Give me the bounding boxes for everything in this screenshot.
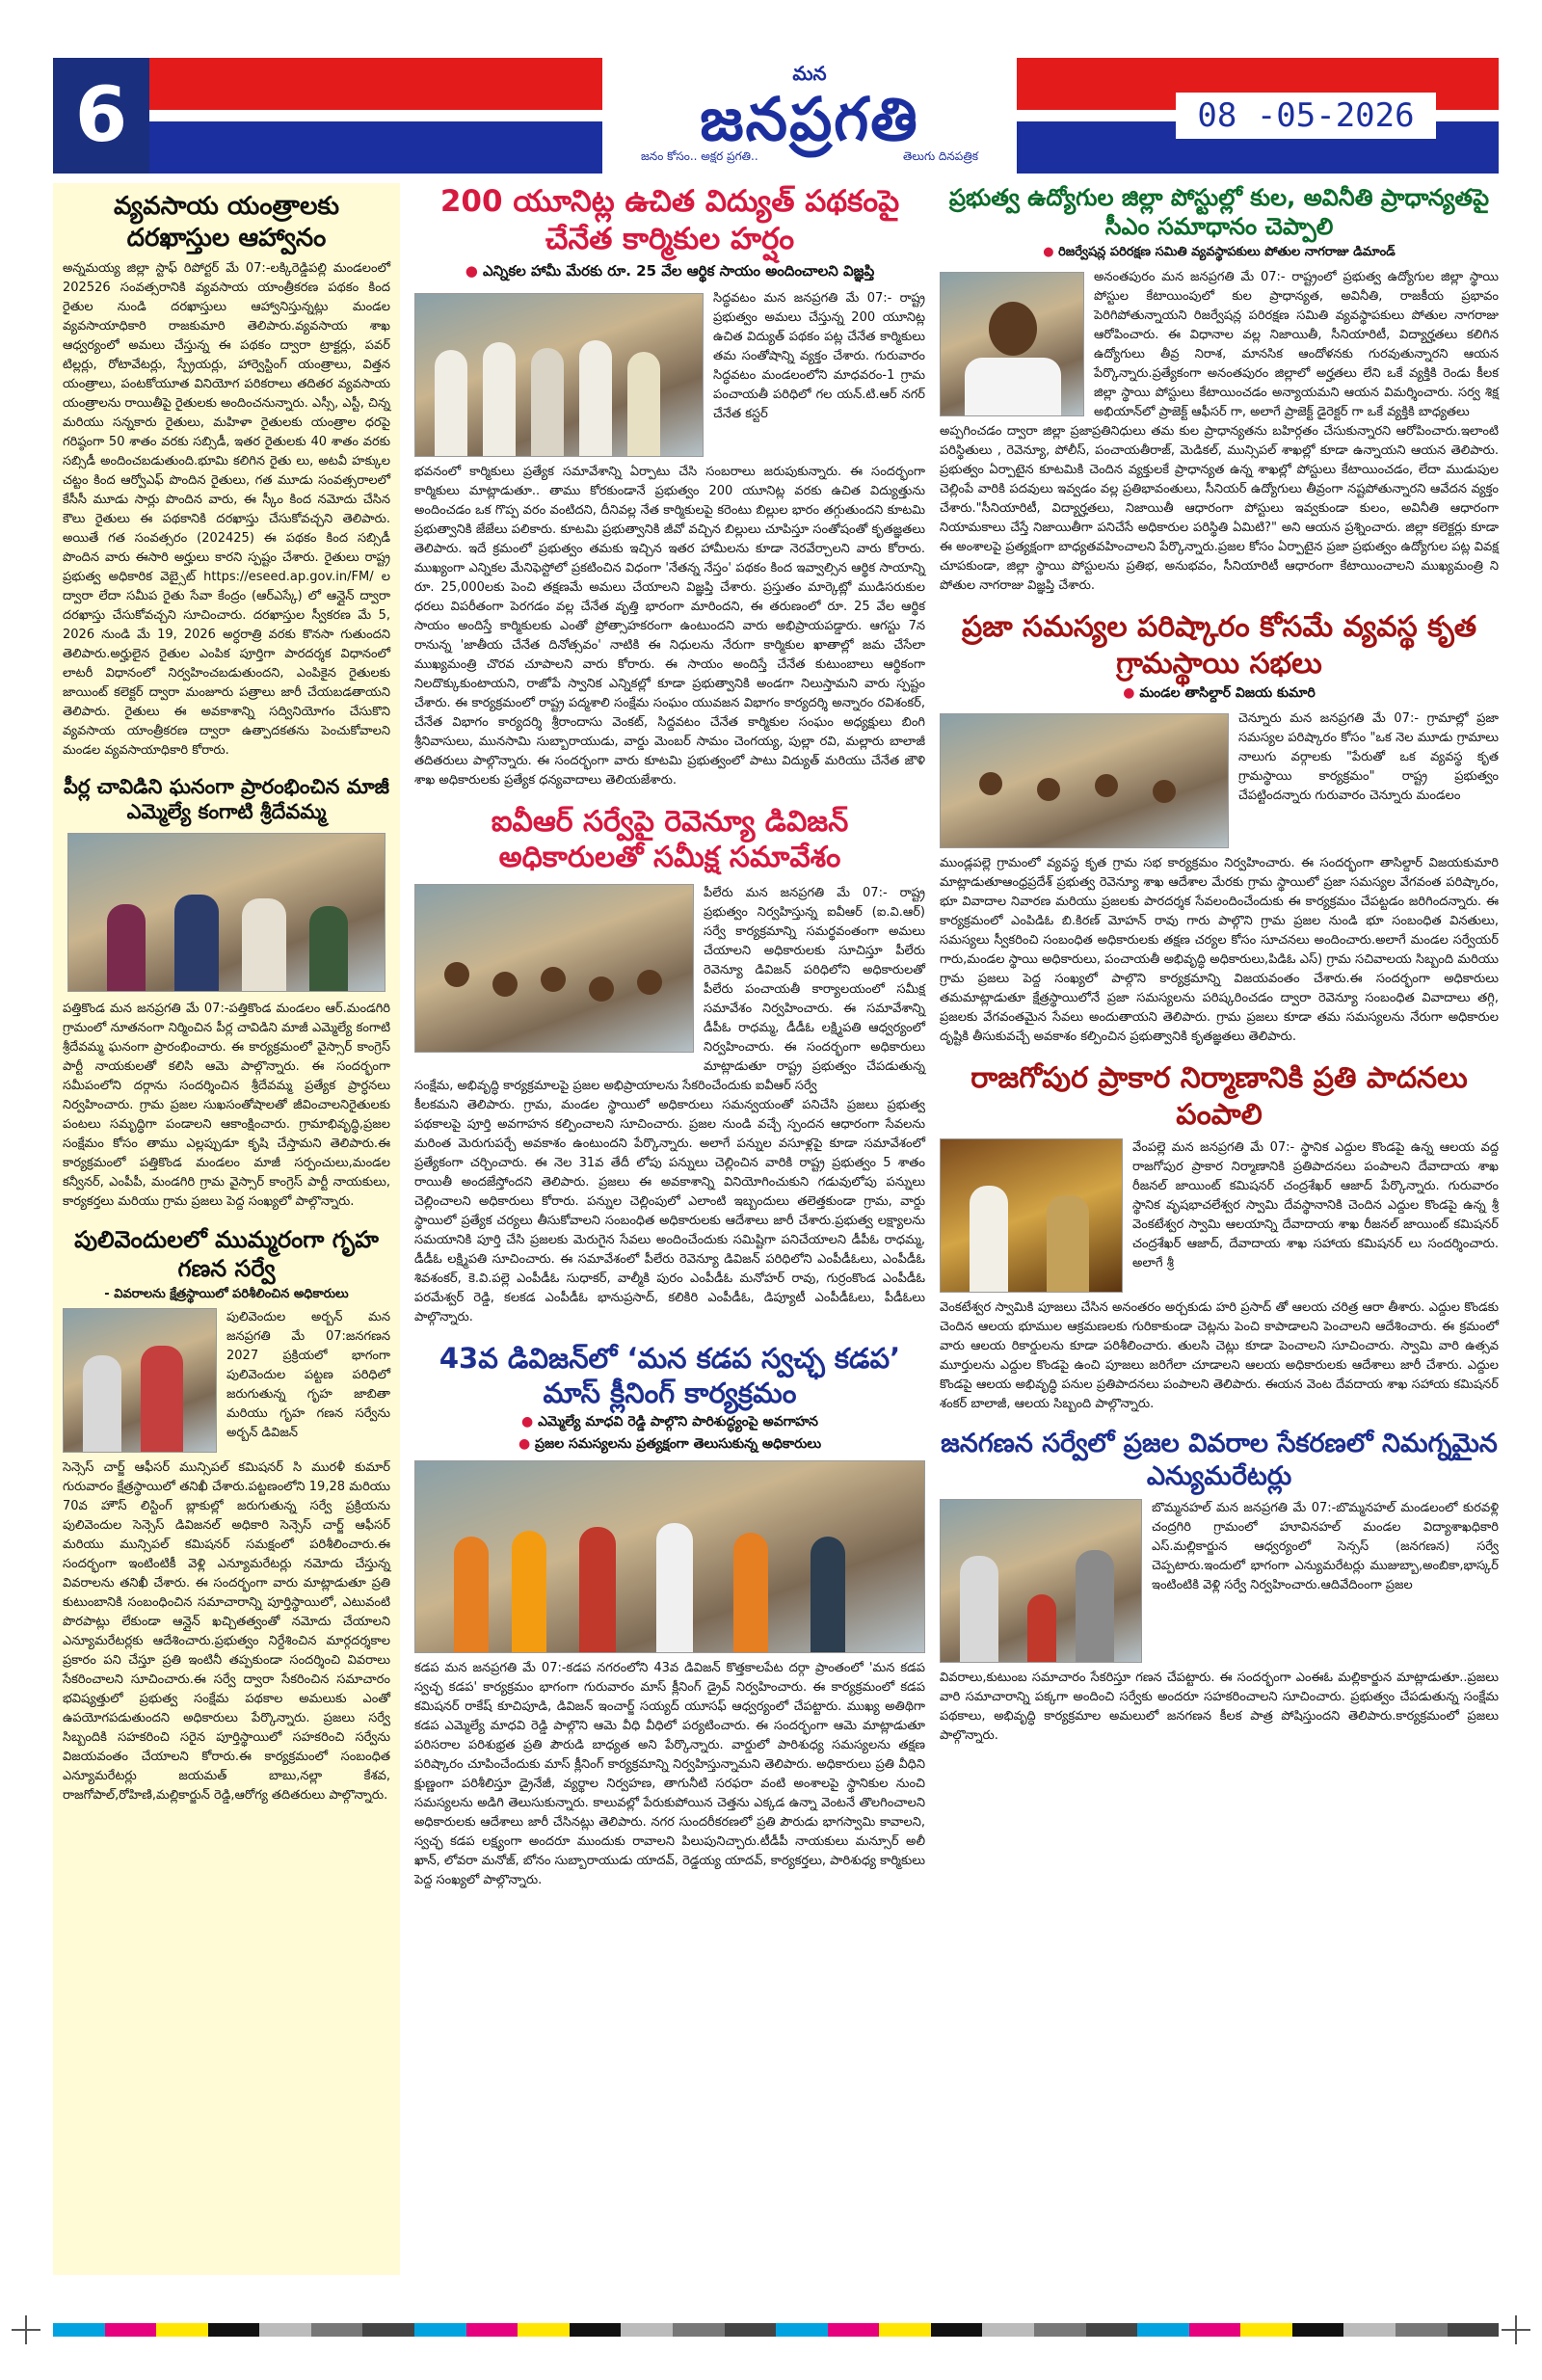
grama-sabha-photo [940, 713, 1229, 848]
cleaning-drive-photo [414, 1460, 925, 1653]
article-census-enumerators [940, 1428, 1499, 1746]
headline: 43వ డివిజన్‌లో ‘మన కడప స్వచ్ఛ కడప’ మాస్ క్లీనింగ్ కార్యక్రమం [439, 1341, 901, 1409]
newspaper-logo [602, 58, 1017, 174]
subheadline: ● ఎన్నికల హామీ మేరకు రూ. 25 వేల ఆర్థిక సాయం అందించాలని విజ్ఞప్తి [465, 261, 875, 280]
article-peerla-chavidi [63, 774, 390, 1212]
article-body: భవనంలో కార్మికులు ప్రత్యేక సమావేశాన్ని ఏర్పాటు చేసి సంబరాలు జరుపుకున్నారు. ఈ సందర్భంగా కార్మికులు మాట్లాడుతూ.. తాము కోరకుండానే ప్రభుత్వం 200 యూనిట్ల వరకు ఉచిత విద్యుత్తును అందించడం ఒక గొప్ప వరం వంటిదని, దీనివల్ల నేత కార్మికులపై కరెంటు బిల్లుల భారం తగ్గుతుందని కూటమి ప్రభుత్వానికి జేజేలు పలికారు. కూటమి ప్రభుత్వానికి జీవో వచ్చిన బిల్లులు చూపిస్తూ సంతోషంతో కృతజ్ఞతలు తెలిపారు. ఇదే క్రమంలో ప్రభుత్వం తమకు ఇచ్చిన ఇతర హామీలను కూడా నెరవేర్చాలని వారు కోరారు. ముఖ్యంగా ఎన్నికల మేనిఫెస్టోలో ప్రకటించిన విధంగా 'నేతన్న నేస్తం' పథకం కింద ఇవ్వాల్సిన ఆర్థిక సాయాన్ని రూ. 25,000లకు పెంచి తక్షణమే అమలు చేయాలని విజ్ఞప్తి చేశారు. ప్రస్తుతం మార్కెట్లో ముడిసరుకుల ధరలు విపరీతంగా పెరగడం వల్ల చేనేత వృత్తి భారంగా మారిందని, ఈ తరుణంలో రూ. 25 వేల ఆర్థిక సాయం అందిస్తే కార్మికులకు ఎంతో ప్రోత్సాహకరంగా ఉంటుందని వారు అభిప్రాయపడ్డారు. ఆగస్టు 7న రానున్న 'జాతీయ చేనేత దినోత్సవం' నాటికి ఈ నిధులను నేరుగా కార్మికుల ఖాతాల్లో జమ చేసేలా ముఖ్యమంత్రి చొరవ చూపాలని వారు కోరారు. ఈ సాయం అందిస్తే చేనేత కుటుంబాలు ఆర్థికంగా నిలదొక్కుకుంటాయని, రాజోపే స్వానిక ఎన్నికల్లో కూడా ప్రభుత్వానికి అండగా నిలుస్తామని వారు స్పష్టం చేశారు. ఈ కార్యక్రమంలో రాష్ట్ర పద్మశాలి సంక్షేమ సంఘం యువజన విభాగం కార్యదర్శి అన్నారం రవిశంకర్, చేనేత విభాగం కార్యదర్శి శ్రీరాందాసు వెంకట్, సిద్దవటం చేనేత కార్మికుల సంఘం అధ్యక్షులు బింగి శ్రీనివాసులు, మునసామి సుబ్బారాయుడు, వార్డు మెంబర్ సామం చెంగయ్య, పుల్లా రవి, మల్లారు బాలాజీ తదితరులు పాల్గొన్నారు. ఈ సందర్భంగా వారు కూటమి ప్రభుత్వంలో పాటు విద్యుత్ మరియు చేనేత జౌళి శాఖ అధికారులకు ప్రత్యేక ధన్యవాదాలు తెలియజేశారు. [414, 464, 925, 788]
headline: పులివెందులలో ముమ్మరంగా గృహ గణన సర్వే [74, 1225, 379, 1282]
headline: 200 యూనిట్ల ఉచిత విద్యుత్ పథకంపై చేనేత కార్మికుల హర్షం [439, 184, 900, 256]
masthead-band-left [149, 58, 602, 174]
color-registration-strip [53, 2323, 1499, 2337]
color-swatch [828, 2323, 880, 2337]
headline: పీర్ల చావిడిని ఘనంగా ప్రారంభించిన మాజీ ఎమ్మెల్యే కంగాటి శ్రీదేవమ్మ [63, 775, 390, 824]
subheadline-2: ● ప్రజల సమస్యలను ప్రత్యక్షంగా తెలుసుకున్న అధికారులు [518, 1436, 822, 1452]
color-swatch [1448, 2323, 1500, 2337]
logo-top-text: మన [792, 62, 827, 85]
registration-mark-left [12, 2315, 40, 2344]
weavers-photo [414, 293, 704, 457]
article-rajagopuram [940, 1060, 1499, 1414]
color-swatch [570, 2323, 622, 2337]
color-swatch [208, 2323, 260, 2337]
article-village-sabhas [940, 609, 1499, 1047]
color-swatch [725, 2323, 777, 2337]
left-column [53, 183, 400, 2275]
color-swatch [879, 2323, 931, 2337]
color-swatch [1240, 2323, 1292, 2337]
review-meeting-photo [414, 884, 694, 1053]
headline: ప్రభుత్వ ఉద్యోగుల జిల్లా పోస్టుల్లో కుల, అవినీతి ప్రాధాన్యతపై సీఎం సమాధానం చెప్పాలి [948, 184, 1490, 240]
headline: జనగణన సర్వేలో ప్రజల వివరాల సేకరణలో నిమగ్నమైన ఎన్యుమరేటర్లు [941, 1429, 1498, 1491]
right-column [940, 183, 1499, 1746]
headline: వ్యవసాయ యంత్రాలకు దరఖాస్తుల ఆహ్వానం [114, 192, 339, 253]
article-ivr-survey [414, 804, 925, 1327]
article-mass-cleaning [414, 1341, 925, 1891]
middle-column [414, 183, 925, 1890]
masthead [53, 58, 1499, 174]
article-body: వెంకటేశ్వర స్వామికి పూజలు చేసిన అనంతరం అర్చకుడు హరి ప్రసాద్ తో ఆలయ చరిత్ర ఆరా తీశారు. ఎద్దుల కొండకు చెందిన ఆలయ భూముల ఆక్రమణలకు గురికాకుండా చెట్లను పెంచి కాపాడాలని పెంచాలని ఆదేశించారు. ఈ క్రమంలో వారు ఆలయ రికార్డులను కూడా పరిశీలించారు. తులసి చెట్లు కూడా పెంచాలని సూచించారు. స్వామి వారి ఉత్సవ మూర్తులను ఎద్దుల కొండపై ఉంచి పూజలు జరిగేలా చూడాలని ఆలయ అధికారులకు ఆదేశాలు జారీ చేశారు. ఎద్దుల కొండపై ఆలయ అభివృద్ధి పనుల ప్రతిపాదనలు పంపాలని తెలిపారు. ఈయన వెంట దేవదాయ శాఖ సహాయ కమిషనర్ శంకర్ బాలాజీ, ఆలయ సిబ్బంది పాల్గొన్నారు. [940, 1300, 1499, 1411]
registration-mark-right [1502, 2315, 1530, 2344]
article-body-intro: అనంతపురం మన జనప్రగతి మే 07:- రాష్ట్రంలో ప్రభుత్వ ఉద్యోగుల జిల్లా స్థాయి పోస్టుల కేటాయింపులో కుల ప్రాధాన్యత, అవినీతి, రాజకీయ ప్రభావం పెరిగిపోతున్నాయని రిజర్వేషన్ల పరిరక్షణ సమితి వ్యవస్థాపకులు పోతుల నాగరాజు ఆరోపించారు. ఈ విధానాల వల్ల నిజాయితీ, సీనియారిటీ, విద్యార్హతలు కలిగిన ఉద్యోగులు తీవ్ర నిరాశ, మానసిక ఆందోళనకు గురవుతున్నారని ఆయన పేర్కొన్నారు.ప్రత్యేకంగా అనంతపురం జిల్లాలో అర్హతలు లేని ఒకే వ్యక్తికి రెండు కీలక జిల్లా స్థాయి పోస్టులు కేటాయించడం అన్యాయమని ఆయన విమర్శించారు. సర్వ శిక్ష అభియాన్‌లో ప్రాజెక్ట్ ఆఫీసర్ గా, అలాగే ప్రాజెక్ట్ డైరెక్టర్ గా ఒకే వ్యక్తికి బాధ్యతలు [1094, 270, 1499, 419]
article-body-intro: సిద్ధవటం మన జనప్రగతి మే 07:- రాష్ట్ర ప్రభుత్వం అమలు చేస్తున్న 200 యూనిట్ల ఉచిత విద్యుత్ పథకం పట్ల చేనేత కార్మికులు తమ సంతోషాన్ని వ్యక్తం చేశారు. గురువారం సిద్ధవటం మండలంలోని మాధవరం-1 గ్రామ పంచాయతీ పరిధిలో గల యన్.టి.ఆర్ నగర్ చేనేత కస్టర్ [713, 290, 925, 421]
page-number: 6 [53, 58, 149, 174]
color-swatch [621, 2323, 673, 2337]
color-swatch [931, 2323, 983, 2337]
article-body-intro: చెన్నూరు మన జనప్రగతి మే 07:- గ్రామాల్లో ప్రజా సమస్యల పరిష్కారం కోసం "ఒక నెల మూడు గ్రామాలు నాలుగు వర్గాలకు "పేరుతో ఒక వ్యవస్థ కృత గ్రామస్థాయి కార్యక్రమం" రాష్ట్ర ప్రభుత్వం చేపట్టిందన్నారు గురువారం చెన్నూరు మండలం [1238, 711, 1499, 803]
article-agri-machines [63, 191, 390, 761]
color-swatch [466, 2323, 518, 2337]
headline: ప్రజా సమస్యల పరిష్కారం కోసమే వ్యవస్థ కృత గ్రామస్థాయి సభలు [961, 610, 1477, 681]
article-body: పత్తికొండ మన జనప్రగతి మే 07:-పత్తికొండ మండలం ఆర్.మండగిరి గ్రామంలో నూతనంగా నిర్మించిన పీర్ల చావిడిని మాజీ ఎమ్మెల్యే కంగాటి శ్రీదేవమ్మ ఘనంగా ప్రారంభించారు. ఈ కార్యక్రమంలో వైస్సార్ కాంగ్రెస్ పార్టీ నాయకులతో కలిసి ఆమె పాల్గొన్నారు. ఈ సందర్భంగా సమీపంలోని దర్గాను సందర్శించిన శ్రీదేవమ్మ ప్రత్యేక ప్రార్ధనలు నిర్వహించారు. గ్రామ ప్రజల సుఖసంతోషాలతో జీవించాలనిరైతులకు పంటలు సమృద్ధిగా పండాలని ఆకాంక్షించారు. గ్రామాభివృద్ధి,ప్రజల సంక్షేమం కోసం తాము ఎల్లప్పుడూ కృషి చేస్తామని తెలిపారు.ఈ కార్యక్రమంలో పత్తికొండ మండలం మాజీ సర్పంచులు,మండల కన్వీనర్, ఎంపీపీ, మండగిరి గ్రామ వైస్సార్ కాంగ్రెస్ పార్టీ నాయకులు, కార్యకర్తలు మరియు గ్రామ ప్రజలు పెద్ద సంఖ్యలో పాల్గొన్నారు. [63, 1001, 390, 1209]
article-body: వివరాలు,కుటుంబ సమాచారం సేకరిస్తూ గణన చేపట్టారు. ఈ సందర్భంగా ఎంఈఓ మల్లికార్జున మాట్లాడుతూ..ప్రజలు వారి సమాచారాన్ని పక్కగా అందించి సర్వేకు అందరూ సహకరించాలని సూచించారు. ప్రభుత్వం చేపడుతున్న సంక్షేమ పథకాలు, అభివృద్ధి కార్యక్రమాల అమలులో జనగణన కీలక పాత్ర పోషిస్తుందని తెలిపారు.కార్యక్రమంలో ప్రజలు పాల్గొన్నారు. [940, 1670, 1499, 1743]
headline: ఐవీఆర్ సర్వేపై రెవెన్యూ డివిజన్ అధికారులతో సమీక్ష సమావేశం [491, 804, 849, 874]
survey-photo [63, 1308, 217, 1453]
color-swatch [1189, 2323, 1241, 2337]
article-body: అన్నమయ్య జిల్లా స్టాఫ్ రిపోర్టర్ మే 07:-లక్కిరెడ్డిపల్లి మండలంలో 202526 సంవత్సరానికి వ్యవసాయ యాంత్రీకరణ పథకం కింద రైతుల నుండి దరఖాస్తులు ఆహ్వానిస్తున్నట్లు మండల వ్యవసాయాధికారి రాజకుమారి తెలిపారు.వ్యవసాయ శాఖ ఆధ్వర్యంలో అమలు చేస్తున్న ఈ పథకం ద్వారా ట్రాక్టర్లు, పవర్ టిల్లర్లు, రోటావేటర్లు, స్ప్రేయర్లు, హార్వెస్టింగ్ యంత్రాలు, విత్తన యంత్రాలు, పంటకోయూత వినియోగ పరికరాలు తదితర వ్యవసాయ యంత్రాలను రాయితీపై రైతులకు అందించనున్నారు. ఎస్సీ, ఎస్టీ, చిన్న మరియు సన్నకారు రైతులు, మహిళా రైతులకు యంత్రాల ధరపై గరిష్ఠంగా 50 శాతం వరకు సబ్సిడీ, ఇతర రైతులకు 40 శాతం వరకు సబ్సిడీ అందించబడుతుంది.భూమి కలిగిన రైతు లు, అటవీ హక్కుల చట్టం కింద ఆర్వోఎఫ్ పొందిన రైతులు, గత మూడు సంవత్సరాలలో కేసీసీ మూడు సార్లు పొందిన వారు, ఈ స్కీం కింద నమోదు చేసిన కౌలు రైతులు ఈ పథకానికి దరఖాస్తు చేసుకోవచ్చని తెలిపారు. అయితే గత సంవత్సరం (202425) ఈ పథకం కింద సబ్సిడీ పొందిన వారు ఈసారి అర్హులు కారని స్పష్టం చేశారు. రైతులు రాష్ట్ర ప్రభుత్వ అధికారిక వెబ్సైట్ https://eseed.ap.gov.in/FM/ ల ద్వారా లేదా సమీప రైతు సేవా కేంద్రం (ఆర్ఎస్కే) లో ఆన్లైన్ ద్వారా దరఖాస్తు చేసుకోవచ్చని సూచించారు. దరఖాస్తుల స్వీకరణ మే 5, 2026 నుండి మే 19, 2026 అర్ధరాత్రి వరకు కొనసా గుతుందని తెలిపారు.అర్హులైన రైతుల ఎంపిక పూర్తిగా పారదర్శక విధానంలో లాటరీ విధానంలో నిర్వహించబడుతుందని, ఎంపికైన రైతులకు జాయింట్ కలెక్టర్ ద్వారా మంజూరు పత్రాలు జారీ చేయబడతాయని తెలిపారు. రైతులు ఈ అవకాశాన్ని సద్వినియోగం చేసుకొని వ్యవసాయ యాంత్రీకరణ ద్వారా ఉత్పాదకతను పెంచుకోవాలని మండల వ్యవసాయాధికారి కోరారు. [63, 261, 390, 758]
color-swatch [1086, 2323, 1138, 2337]
logo-tagline-right: తెలుగు దినపత్రిక [902, 149, 978, 163]
color-swatch [776, 2323, 828, 2337]
article-body: ముండ్లపల్లె గ్రామంలో వ్యవస్థ కృత గ్రామ సభ కార్యక్రమం నిర్వహించారు. ఈ సందర్భంగా తాసిల్దార్ విజయకుమారి మాట్లాడుతూఆంధ్రప్రదేశ్ ప్రభుత్వ రెవెన్యూ శాఖ ఆదేశాల మేరకు గ్రామ స్థాయిలో ప్రజా సమస్యల వేగవంత పరిష్కారం, భూ వివాదాల నివారణ మరియు ప్రజలకు పారదర్శక సేవలందించేందుకు ఈ కార్యక్రమం చేపట్టడం జరిగిందన్నారు. ఈ కార్యక్రమంలో ఎంపిడిఓ బి.కిరణ్ మోహన్ రావు గారు పాల్గొని గ్రామ ప్రజల నుండి భూ సంబంధిత వినతులు, సమస్యలు స్వీకరించి సంబంధిత అధికారులకు తక్షణ చర్యల కోసం సూచనలు అందించారు.అలాగే మండల సర్వేయర్ గారు,మండల స్థాయి అధికారులు, పంచాయతీ అభివృద్ధి అధికారులు,పిడిఓ ఎస్) గ్రామ సచివాలయ సిబ్బంది మరియు గ్రామ ప్రజలు పెద్ద సంఖ్యలో పాల్గొని కార్యక్రమాన్ని విజయవంతం చేశారు.ఈ సందర్భంగా అధికారులు తమమాట్లాడుతూ క్షేత్రస్థాయిలోనే ప్రజా సమస్యలను పరిష్కరించడం ద్వారా రెవెన్యూ సంబంధిత వివాదాలు తగ్గి, ప్రజలకు వేగవంతమైన సేవలు అందుతాయని తెలిపారు. గ్రామ ప్రజలు కూడా తమ సమస్యలను నేరుగా అధికారుల దృష్టికి తీసుకువచ్చే అవకాశం కల్పించిన ప్రభుత్వానికి కృతజ్ఞతలు తెలిపారు. [940, 856, 1499, 1044]
article-body-intro: వేంపల్లె మన జనప్రగతి మే 07:- స్థానిక ఎద్దుల కొండపై ఉన్న ఆలయ వద్ద రాజగోపుర ప్రాకార నిర్మాణానికి ప్రతిపాదనలు పంపాలని దేవాదాయ శాఖ రీజనల్ జాయింట్ కమిషనర్ చంద్రశేఖర్ ఆజాద్ పేర్కొన్నారు. గురువారం స్థానిక వృషభాచలేశ్వర స్వామి దేవస్థానానికి చెందిన ఎద్దుల కొండపై ఉన్న శ్రీ వెంకటేశ్వర స్వామి ఆలయాన్ని దేవాదాయ శాఖ రీజనల్ జాయింట్ కమిషనర్ చంద్రశేఖర్ ఆజాద్, దేవాదాయ శాఖ సహాయ కమిషనర్ లు సందర్శించారు. అలాగే శ్రీ [1132, 1140, 1499, 1270]
issue-date: 08 -05-2026 [1176, 93, 1436, 139]
color-swatch [1292, 2323, 1344, 2337]
color-swatch [1396, 2323, 1448, 2337]
color-swatch [414, 2323, 466, 2337]
subheadline: ● మండల తాసిల్దార్ విజయ కుమారి [1123, 685, 1316, 701]
subheadline-1: ● ఎమ్మెల్యే మాధవి రెడ్డి పాల్గొని పారిశుద్ధ్యంపై అవగాహన [520, 1414, 819, 1430]
color-swatch [1137, 2323, 1189, 2337]
article-employee-postings [940, 183, 1499, 596]
color-swatch [156, 2323, 208, 2337]
article-body-intro: బొమ్మనహల్ మన జనప్రగతి మే 07:-బొమ్మనహల్ మండలంలో కురవళ్లి చంద్రగిరి గ్రామంలో హూవినహల్ మండల విద్యాశాఖధికారి ఎస్.మల్లికార్జున ఆధ్వర్యంలో సెన్సస్ (జనగణన) సర్వే చెప్పటారు.ఇందులో భాగంగా ఎన్యుమరేటర్లు ముజుబ్బా,అంబికా,భాస్కర్ ఇంటింటికి వెళ్లి సర్వే నిర్వహించారు.ఆదివేదింంగా ప్రజల [1152, 1500, 1499, 1592]
logo-tagline-left: జనం కోసం.. అక్షర ప్రగతి.. [641, 149, 758, 163]
enumerators-photo [940, 1499, 1142, 1663]
article-body-intro: పులివెందుల అర్బన్ మన జనప్రగతి మే 07:జనగణన 2027 ప్రక్రియలో భాగంగా పులివెందుల పట్టణ పరిధిలో జరుగుతున్న గృహ జాబితా మరియు గృహ గణన సర్వేను అర్బన్ డివిజన్ [226, 1309, 390, 1440]
article-pulivendula-survey [63, 1225, 390, 1805]
color-swatch [1034, 2323, 1086, 2337]
temple-visit-photo [940, 1138, 1123, 1293]
subheadline: - వివరాలను క్షేత్రస్థాయిలో పరిశీలించిన అధికారులు [104, 1286, 349, 1301]
color-swatch [105, 2323, 157, 2337]
color-swatch [673, 2323, 725, 2337]
article-body: సెన్సెస్ చార్జ్ ఆఫీసర్ మున్సిపల్ కమిషనర్ సి మురళీ కుమార్ గురువారం క్షేత్రస్థాయిలో తనిఖీ చేశారు.పట్టణంలోని 19,28 మరియు 70వ హౌస్ లిస్టింగ్ బ్లాకుల్లో జరుగుతున్న సర్వే ప్రక్రియను పులివెందుల సెన్సెస్ డివిజనల్ అధికారి సెన్సెస్ చార్జ్ ఆఫీసర్ మరియు మున్సిపల్ కమిషనర్ సమక్షంలో పరిశీలించారు.ఈ సందర్భంగా ఇంటింటికీ వెళ్లి ఎన్యూమరేటర్లు నమోదు చేస్తున్న వివరాలను తనిఖీ చేశారు. ఈ సందర్భంగా వారు మాట్లాడుతూ ప్రతి కుటుంబానికి సంబంధించిన సమాచారాన్ని పూర్తిస్థాయిలో, ఎటువంటి పొరపాట్లు లేకుండా ఆన్లైన్ ఖచ్చితత్వంతో నమోదు చేయాలని ఎన్యూమరేటర్లకు ఆదేశించారు.ప్రభుత్వం నిర్దేశించిన మార్గదర్శకాల ప్రకారం పని చేస్తూ ప్రతి ఇంటినీ తప్పకుండా సందర్శించి వివరాలు సేకరించాలని సూచించారు.ఈ సర్వే ద్వారా సేకరించిన సమాచారం భవిష్యత్తులో ప్రభుత్వ సంక్షేమ పథకాల అమలుకు ఎంతో ఉపయోగపడుతుందని అధికారులు పేర్కొన్నారు. ప్రజలు సర్వే సిబ్బందికి సహకరించి సరైన పూర్తిస్థాయిలో సహకరించి సర్వేను విజయవంతం చేయాలని కోరారు.ఈ కార్యక్రమంలో సంబంధిత ఎన్యూమరేటర్లు జయమత్ బాబు,నల్లా కేశవ, రాజగోపాల్,రోహిణి,మల్లికార్జున్ రెడ్డి,ఆరోగ్య తదితరులు పాల్గొన్నారు. [63, 1459, 390, 1803]
article-body: కీలకమని తెలిపారు. గ్రామ, మండల స్థాయిలో అధికారులు సమన్వయంతో పనిచేసి ప్రజలు ప్రభుత్వ పథకాలపై పూర్తి అవగాహన కల్పించాలని సూచించారు. ప్రజల నుండి వచ్చే స్పందన ఆధారంగా సేవలను మరింత మెరుగుపర్చే అవకాశం ఉంటుందని పేర్కొన్నారు. అలాగే పన్నుల వసూళ్లపై కూడా సమావేశంలో ప్రత్యేకంగా చర్చించారు. ఈ నెల 31వ తేదీ లోపు పన్నులు చెల్లించిన వారికి రాష్ట్ర ప్రభుత్వం 5 శాతం రాయితీ అందజేస్తోందని తెలిపారు. ప్రజలు ఈ అవకాశాన్ని వినియోగించుకుని గడువులోపు పన్నులు చెల్లించాలని అధికారులు కోరారు. పన్నుల చెల్లింపులో ఎలాంటి ఇబ్బందులు తలెత్తకుండా గ్రామ, వార్డు స్థాయిలో ప్రత్యేక చర్యలు తీసుకోవాలని సంబంధిత అధికారులకు ఆదేశాలు జారీ చేశారు.ప్రభుత్వ లక్ష్యాలను సమయానికి పూర్తి చేసి ప్రజలకు మెరుగైన సేవలు అందించేందుకు సమిష్టిగా పనిచేయాలని డీపీఓ రాధమ్మ, డీడీఓ లక్ష్మిపతి సూచించారు. ఈ సమావేశంలో పీలేరు రెవెన్యూ డివిజన్ పరిధిలోని ఎంపీడీఓలు, ఎంపీడీఓ శివశంకర్, కె.వి.పల్లె ఎంపీడీఓ సుధాకర్, వాల్మీకి పురం ఎంపీడీఓ మనోహర్ రావు, గుర్రంకొండ ఎంపీడీఓ పరమేశ్వర్ రెడ్డి, కలకడ ఎంపీడీఓ భానుప్రసాద్, కలికిరి ఎంపీడీఓ, డిప్యూటీ ఎంపీడీఓలు, పీడీఓలు పాల్గొన్నారు. [414, 1097, 925, 1324]
color-swatch [982, 2323, 1034, 2337]
inauguration-photo [67, 833, 386, 992]
article-body: కడప మన జనప్రగతి మే 07:-కడప నగరంలోని 43వ డివిజన్ కొత్తకాలపేట దర్గా ప్రాంతంలో 'మన కడప స్వచ్ఛ కడప' కార్యక్రమం భాగంగా గురువారం మాస్ క్లీనింగ్ డ్రైవ్ నిర్వహించారు. ఈ కార్యక్రమంలో కడప కమిషనర్ రాకేష్ కూచిపూడి, డివిజన్ ఇంచార్జ్ సయ్యద్ యూసఫ్ ఆధ్వర్యంలో చేపట్టారు. ముఖ్య అతిథిగా కడప ఎమ్మెల్యే మాధవి రెడ్డి పాల్గొని ఆమె వీధి వీధిలో పర్యటించారు. ఈ సందర్భంగా ఆమె మాట్లాడుతూ పరిసరాల పరిశుభ్రత ప్రతి పౌరుడి బాధ్యత అని పేర్కొన్నారు. వార్డులో పారిశుధ్య సమస్యలను తక్షణ పరిష్కారం చూపించేందుకు మాస్ క్లీనింగ్ కార్యక్రమాన్ని నిర్వహిస్తున్నామని తెలిపారు. అధికారులు ప్రతి వీధిని క్షుణ్ణంగా పరిశీలిస్తూ డ్రైనేజీ, వ్యర్థాల నిర్వహణ, తాగునీటి సరఫరా వంటి అంశాలపై స్థానికుల నుంచి సమస్యలను అడిగి తెలుసుకున్నారు. కాలువల్లో పేరుకుపోయిన చెత్తను ఎక్కడ ఉన్నా వెంటనే తొలగించాలని అధికారులకు ఆదేశాలు జారీ చేసినట్లు తెలిపారు. నగర సుందరీకరణలో ప్రతి పౌరుడు భాగస్వామి కావాలని, స్వచ్ఛ కడప లక్ష్యంగా అందరూ ముందుకు రావాలని పిలుపునిచ్చారు.టీడీపీ నాయకులు మన్సూర్ అలీ ఖాన్, లోవరా మనోజ్, బోనం సుబ్బారాయుడు యాదవ్, రెడ్డయ్య యాదవ్, కార్యకర్తలు, పారిశుధ్య కార్మికులు పెద్ద సంఖ్యలో పాల్గొన్నారు. [414, 1661, 925, 1887]
color-swatch [259, 2323, 311, 2337]
nagaraju-photo [940, 272, 1084, 416]
article-body: అప్పగించడం ద్వారా జిల్లా ప్రజాప్రతినిధులు తమ కుల ప్రాధాన్యతను బహిర్గతం చేసుకున్నారని ఆరోపించారు.ఇలాంటి పరిస్థితులు , రెవెన్యూ, పోలీస్, పంచాయతీరాజ్, మెడికల్, మున్సిపల్ శాఖల్లో కూడా ఉన్నాయని ఆయన తెలిపారు. ప్రభుత్వం ఏర్పాటైన కూటమికి చెందిన వ్యక్తులకే ప్రాధాన్యత ఉన్న శాఖల్లో పోస్టులు కేటాయించడం, లేదా ముడుపుల చెల్లింపే వారికి పదవులు ఇవ్వడం వల్ల ప్రతిభావంతులు, సీనియర్ ఉద్యోగులు తీవ్రంగా నష్టపోతున్నారని ఆవేదన వ్యక్తం చేశారు."సీనియారిటీ, విద్యార్హతలు, నిజాయితీ ఆధారంగా పోస్టులు ఇవ్వకుండా కులం, అవినీతి ఆధారంగా నియామకాలు చేస్తే నిజాయితీగా పనిచేసే అధికారుల పరిస్థితి ఏమిటి?" అని ఆయన ప్రశ్నించారు. జిల్లా కలెక్టర్లు కూడా ఈ అంశాలపై ప్రత్యక్షంగా బాధ్యతవహించాలని పేర్కొన్నారు.ప్రజల కోసం ఏర్పాటైన ప్రజా ప్రభుత్వం ఉద్యోగుల పట్ల వివక్ష చూపకుండా, జిల్లా స్థాయి పోస్టులను ప్రతిభ, అనుభవం, సీనియారిటీ ఆధారంగా కేటాయించాలని ముఖ్యమంత్రి ని పోతుల నాగరాజు విజ్ఞప్తి చేశారు. [940, 424, 1499, 593]
color-swatch [518, 2323, 570, 2337]
color-swatch [1343, 2323, 1396, 2337]
headline: రాజగోపుర ప్రాకార నిర్మాణానికి ప్రతి పాదనలు పంపాలి [970, 1061, 1468, 1132]
color-swatch [53, 2323, 105, 2337]
subheadline: ● రిజర్వేషన్ల పరిరక్షణ సమితి వ్యవస్థాపకులు పోతుల నాగరాజు డిమాండ్ [1043, 245, 1396, 259]
article-body-intro: పీలేరు మన జనప్రగతి మే 07:- రాష్ట్ర ప్రభుత్వం నిర్వహిస్తున్న ఐవీఆర్ (ఐ.వి.ఆర్) సర్వే కార్యక్రమాన్ని సమర్థవంతంగా అమలు చేయాలని అధికారులకు సూచిస్తూ పీలేరు రెవెన్యూ డివిజన్ పరిధిలోని అధికారులతో పీలేరు పంచాయతీ కార్యాలయంలో సమీక్ష సమావేశం నిర్వహించారు. ఈ సమావేశాన్ని డీపీఓ రాధమ్మ, డీడీఓ లక్ష్మిపతి ఆధ్వర్యంలో నిర్వహించారు. ఈ సందర్భంగా అధికారులు మాట్లాడుతూ రాష్ట్ర ప్రభుత్వం చేపడుతున్న సంక్షేమ, అభివృద్ధి కార్యక్రమాలపై ప్రజల అభిప్రాయాలను సేకరించేందుకు ఐవీఆర్ సర్వే [414, 885, 925, 1093]
article-free-electricity [414, 183, 925, 790]
color-swatch [311, 2323, 363, 2337]
color-swatch [362, 2323, 414, 2337]
logo-title: జనప్రగతి [700, 84, 919, 154]
